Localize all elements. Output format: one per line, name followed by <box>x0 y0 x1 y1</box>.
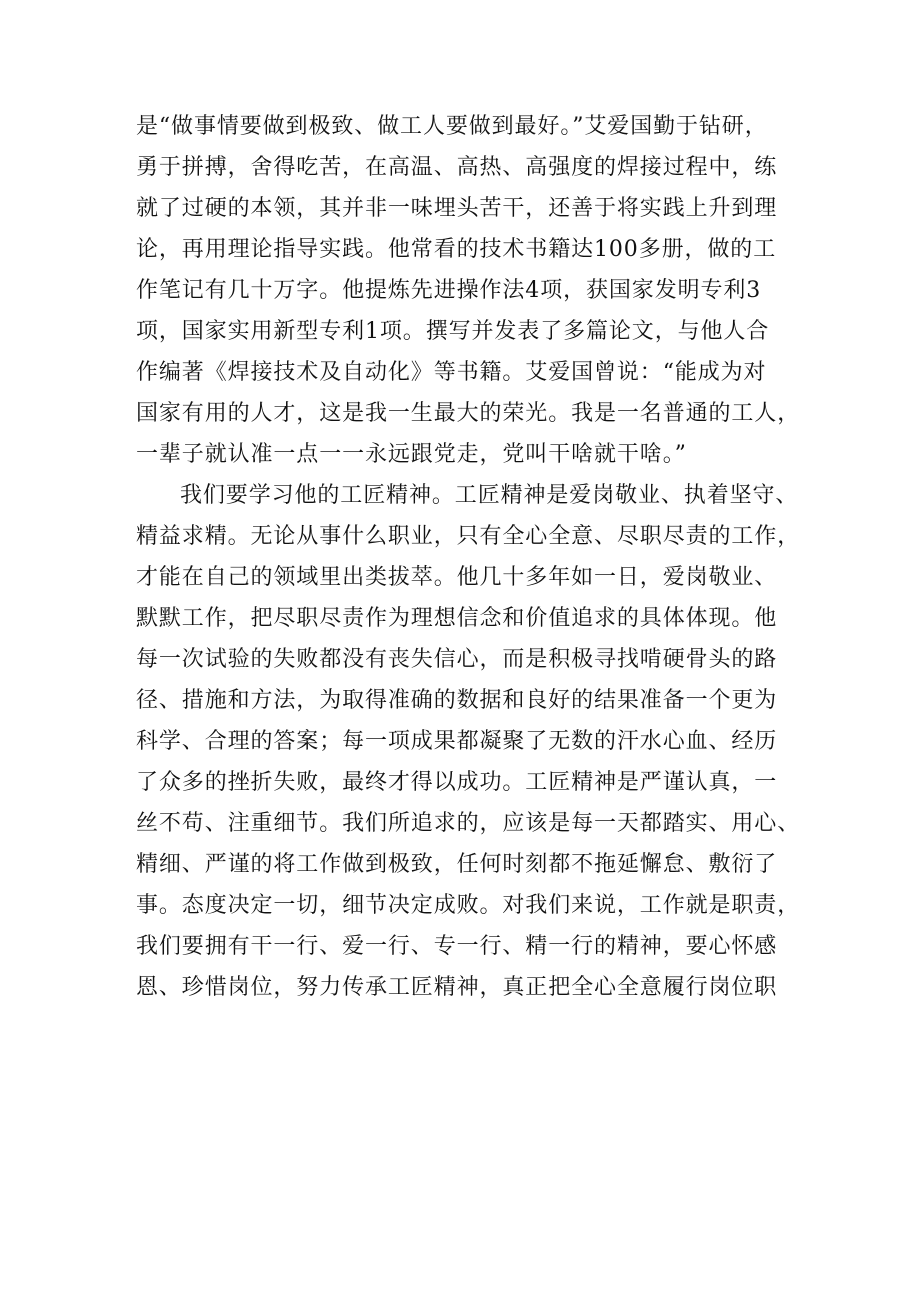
text-line: 才能在自己的领域里出类拔萃。他几十多年如一日，爱岗敬业、 <box>136 565 778 590</box>
text-line: 国家有用的人才，这是我一生最大的荣光。我是一名普通的工人， <box>136 401 800 426</box>
text-line: 科学、合理的答案；每一项成果都凝聚了无数的汗水心血、经历 <box>136 729 778 754</box>
text-line: 径、措施和方法，为取得准确的数据和良好的结果准备一个更为 <box>136 688 778 713</box>
text-line: 精细、严谨的将工作做到极致，任何时刻都不拖延懈怠、敷衍了 <box>136 852 778 877</box>
text-line: 丝不苟、注重细节。我们所追求的，应该是每一天都踏实、用心、 <box>136 811 800 836</box>
text-line: 是“做事情要做到极致、做工人要做到最好。”艾爱国勤于钻研， <box>136 114 768 139</box>
text-line: 每一次试验的失败都没有丧失信心，而是积极寻找啃硬骨头的路 <box>136 647 778 672</box>
paragraph-1 <box>136 106 800 475</box>
text-line: 论，再用理论指导实践。他常看的技术书籍达100多册，做的工 <box>136 237 777 262</box>
text-line: 默默工作，把尽职尽责作为理想信念和价值追求的具体体现。他 <box>136 606 778 631</box>
body-text <box>136 106 800 1008</box>
text-line: 我们要学习他的工匠精神。工匠精神是爱岗敬业、执着坚守、 <box>180 483 799 508</box>
text-line: 我们要拥有干一行、爱一行、专一行、精一行的精神，要心怀感 <box>136 934 778 959</box>
text-line: 勇于拼搏，舍得吃苦，在高温、高热、高强度的焊接过程中，练 <box>136 155 778 180</box>
text-line: 项，国家实用新型专利1项。撰写并发表了多篇论文，与他人合 <box>136 319 770 344</box>
text-line: 事。态度决定一切，细节决定成败。对我们来说，工作就是职责， <box>136 893 800 918</box>
text-line: 就了过硬的本领，其并非一味埋头苦干，还善于将实践上升到理 <box>136 196 778 221</box>
paragraph-2 <box>136 475 800 1008</box>
text-line: 恩、珍惜岗位，努力传承工匠精神，真正把全心全意履行岗位职 <box>136 975 778 1000</box>
text-line: 作笔记有几十万字。他提炼先进操作法4项，获国家发明专利3 <box>136 278 762 303</box>
text-line: 一辈子就认准一点一一永远跟党走，党叫干啥就干啥。” <box>136 442 687 467</box>
text-line: 作编著《焊接技术及自动化》等书籍。艾爱国曾说：“能成为对 <box>136 360 767 385</box>
text-line: 精益求精。无论从事什么职业，只有全心全意、尽职尽责的工作， <box>136 524 800 549</box>
text-line: 了众多的挫折失败，最终才得以成功。工匠精神是严谨认真，一 <box>136 770 778 795</box>
